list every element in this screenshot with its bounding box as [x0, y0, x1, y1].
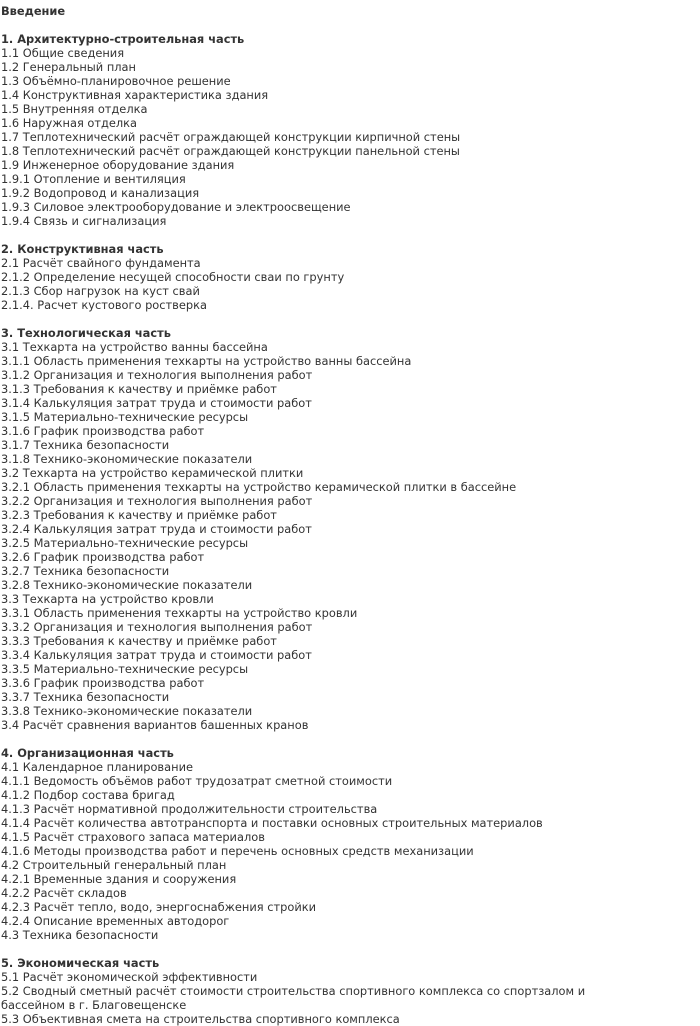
toc-item: 2.1.4. Расчет кустового ростверка: [1, 298, 207, 312]
toc-item: 3.3.7 Техника безопасности: [1, 690, 170, 704]
toc-item: 4.2.2 Расчёт складов: [1, 886, 127, 900]
section-gap: [1, 732, 651, 746]
toc-item: 4.1.2 Подбор состава бригад: [1, 788, 175, 802]
toc-item: 2.1 Расчёт свайного фундамента: [1, 256, 201, 270]
toc-item: 3.3.1 Область применения техкарты на устройство кровли: [1, 606, 358, 620]
toc-item: 1.2 Генеральный план: [1, 60, 136, 74]
section-heading: 1. Архитектурно-строительная часть: [1, 32, 245, 46]
toc-item: 4.1.5 Расчёт страхового запаса материалов: [1, 830, 265, 844]
toc-item: 3.3.3 Требования к качеству и приёмке работ: [1, 634, 277, 648]
toc-section: [1, 956, 651, 1026]
toc-item: 3.2 Техкарта на устройство керамической плитки: [1, 466, 304, 480]
section-gap: [1, 228, 651, 242]
toc-item: 1.9.1 Отопление и вентиляция: [1, 172, 186, 186]
toc-item: 3.3.6 График производства работ: [1, 676, 205, 690]
toc-item: 3.2.6 График производства работ: [1, 550, 205, 564]
toc-item: 1.5 Внутренняя отделка: [1, 102, 148, 116]
section-heading: 3. Технологическая часть: [1, 326, 171, 340]
toc-item: 3.3.4 Калькуляция затрат труда и стоимости работ: [1, 648, 312, 662]
toc-item: 4.2.4 Описание временных автодорог: [1, 914, 230, 928]
toc-item: 4.3 Техника безопасности: [1, 928, 159, 942]
toc-item: 1.8 Теплотехнический расчёт ограждающей конструкции панельной стены: [1, 144, 460, 158]
toc-item: 3.2.3 Требования к качеству и приёмке работ: [1, 508, 277, 522]
toc-item: 3.3 Техкарта на устройство кровли: [1, 592, 214, 606]
toc-item: 1.3 Объёмно-планировочное решение: [1, 74, 231, 88]
toc-item: 4.1.1 Ведомость объёмов работ трудозатрат сметной стоимости: [1, 774, 393, 788]
toc-item: 4.2 Строительный генеральный план: [1, 858, 227, 872]
section-gap: [1, 18, 651, 32]
toc-item: 3.3.8 Технико-экономические показатели: [1, 704, 253, 718]
section-heading: 2. Конструктивная часть: [1, 242, 164, 256]
toc-item: 3.2.5 Материально-технические ресурсы: [1, 536, 249, 550]
toc-item: 3.1.4 Калькуляция затрат труда и стоимости работ: [1, 396, 312, 410]
section-gap: [1, 312, 651, 326]
toc-item: 1.4 Конструктивная характеристика здания: [1, 88, 269, 102]
toc-item: 4.1 Календарное планирование: [1, 760, 193, 774]
toc-section: [1, 32, 651, 228]
toc-item: 3.4 Расчёт сравнения вариантов башенных кранов: [1, 718, 309, 732]
toc-item: 3.1.6 График производства работ: [1, 424, 205, 438]
toc-item: 4.1.3 Расчёт нормативной продолжительности строительства: [1, 802, 378, 816]
toc-item: 3.1.2 Организация и технология выполнения работ: [1, 368, 313, 382]
toc-item: 3.1.5 Материально-технические ресурсы: [1, 410, 249, 424]
toc-item: 2.1.3 Сбор нагрузок на куст свай: [1, 284, 200, 298]
table-of-contents: [1, 4, 651, 1026]
toc-item: 3.3.5 Материально-технические ресурсы: [1, 662, 249, 676]
toc-item: 3.1 Техкарта на устройство ванны бассейна: [1, 340, 268, 354]
toc-item: 3.1.8 Технико-экономические показатели: [1, 452, 253, 466]
toc-item: 1.9.4 Связь и сигнализация: [1, 214, 167, 228]
toc-item: 3.2.7 Техника безопасности: [1, 564, 170, 578]
section-heading: 5. Экономическая часть: [1, 956, 160, 970]
toc-section: [1, 746, 651, 942]
toc-item: 1.6 Наружная отделка: [1, 116, 138, 130]
toc-section: [1, 242, 651, 312]
intro-heading: Введение: [1, 4, 66, 18]
toc-item: 2.1.2 Определение несущей способности сваи по грунту: [1, 270, 345, 284]
section-heading: 4. Организационная часть: [1, 746, 174, 760]
toc-item: 3.1.7 Техника безопасности: [1, 438, 170, 452]
toc-item: 4.2.1 Временные здания и сооружения: [1, 872, 237, 886]
toc-item: 4.2.3 Расчёт тепло, водо, энергоснабжения стройки: [1, 900, 317, 914]
toc-item: 3.1.3 Требования к качеству и приёмке работ: [1, 382, 277, 396]
toc-item: 5.2 Сводный сметный расчёт стоимости строительства спортивного комплекса со спортзалом и бассейном в г. Благовещенске: [1, 984, 586, 1012]
toc-item: 3.2.1 Область применения техкарты на устройство керамической плитки в бассейне: [1, 480, 517, 494]
toc-item: 4.1.6 Методы производства работ и перечень основных средств механизации: [1, 844, 474, 858]
toc-section: [1, 326, 651, 732]
toc-item: 5.1 Расчёт экономической эффективности: [1, 970, 258, 984]
toc-item: 1.9 Инженерное оборудование здания: [1, 158, 235, 172]
toc-item: 1.1 Общие сведения: [1, 46, 125, 60]
toc-item: 3.1.1 Область применения техкарты на устройство ванны бассейна: [1, 354, 412, 368]
toc-item: 1.9.3 Силовое электрооборудование и электроосвещение: [1, 200, 351, 214]
section-gap: [1, 942, 651, 956]
toc-item: 3.2.8 Технико-экономические показатели: [1, 578, 253, 592]
toc-item: 1.9.2 Водопровод и канализация: [1, 186, 200, 200]
toc-item: 3.2.4 Калькуляция затрат труда и стоимости работ: [1, 522, 312, 536]
toc-item: 4.1.4 Расчёт количества автотранспорта и поставки основных строительных материалов: [1, 816, 543, 830]
toc-item: 3.2.2 Организация и технология выполнения работ: [1, 494, 313, 508]
sections-container: [1, 32, 651, 1026]
toc-item: 5.3 Объективная смета на строительства спортивного комплекса: [1, 1012, 400, 1026]
toc-item: 1.7 Теплотехнический расчёт ограждающей конструкции кирпичной стены: [1, 130, 461, 144]
toc-item: 3.3.2 Организация и технология выполнения работ: [1, 620, 313, 634]
